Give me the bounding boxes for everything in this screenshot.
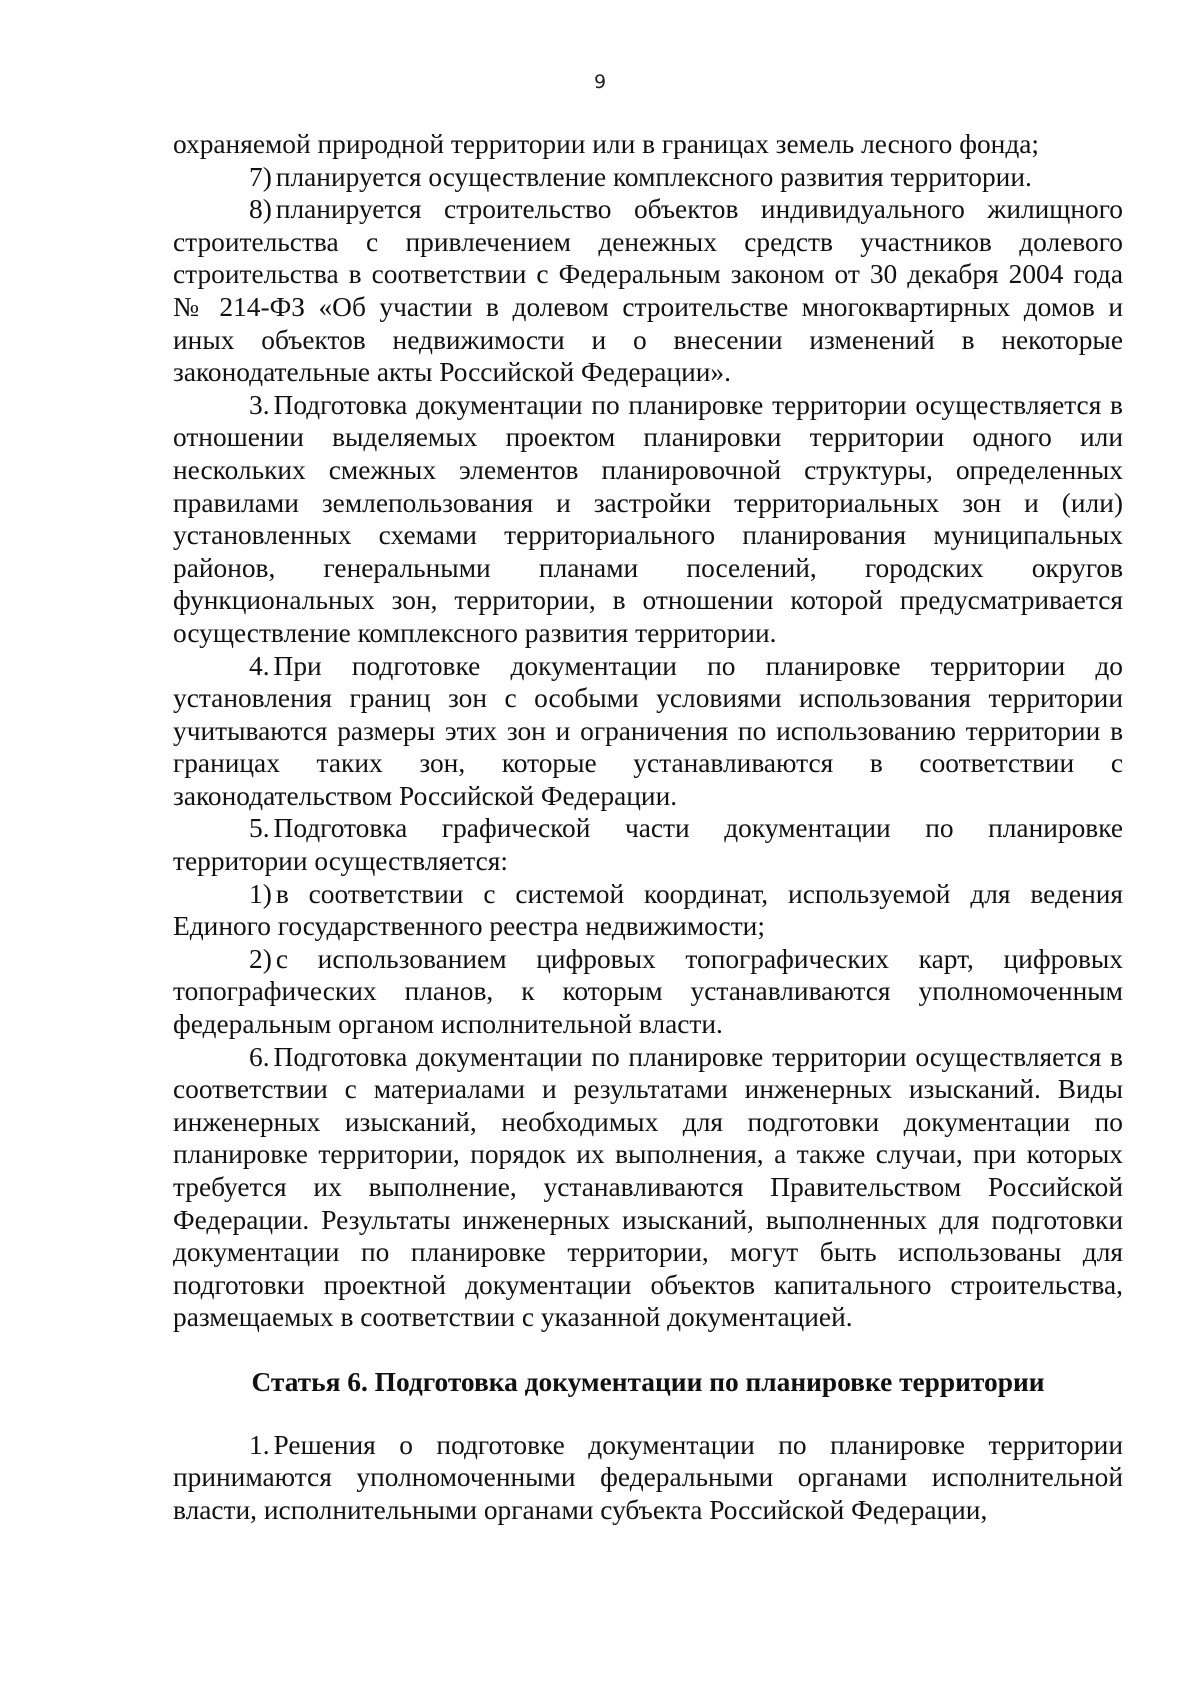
paragraph-number: 7) [249,161,272,192]
paragraphs-before-heading [173,128,1123,1334]
paragraph-text: Подготовка документации по планировке территории осуществляется в соответствии с материалами и результатами инженерных изысканий. Виды инженерных изысканий, необходимых для подготовки документации по планировке территории, порядок их выполнения, а также случаи, при которых требуется их выполнение, устанавливаются Правительством Российской Федерации. Результаты инженерных изысканий, выполненных для подготовки документации по планировке территории, могут быть использованы для подготовки проектной документации объектов капитального строительства, размещаемых в соответствии с указанной документацией. [173,1041,1123,1333]
paragraph-text: в соответствии с системой координат, используемой для ведения Единого государственного реестра недвижимости; [173,878,1123,942]
paragraph-number: 1. [249,1429,270,1460]
paragraph [173,1429,1123,1527]
paragraph-text: Подготовка графической части документации по планировке территории осуществляется: [173,813,1123,877]
paragraph-text: планируется строительство объектов индивидуального жилищного строительства с привлечением денежных средств участников долевого строительства в соответствии с Федеральным законом от 30 декабря 2004 года № 214-ФЗ «Об участии в долевом строительстве многоквартирных домов и иных объектов недвижимости и о внесении изменений в некоторые законодательные акты Российской Федерации». [173,194,1123,388]
paragraph [173,943,1123,1041]
paragraph-number: 5. [249,813,270,844]
paragraphs-after-heading [173,1429,1123,1527]
paragraph [173,812,1123,877]
paragraph [173,128,1123,161]
article-heading: Статья 6. Подготовка документации по планировке территории [251,1366,1045,1397]
paragraph [173,650,1123,813]
paragraph-number: 1) [249,878,272,909]
paragraph [173,878,1123,943]
paragraph-number: 8) [249,194,272,225]
paragraph [173,161,1123,194]
paragraph-number: 4. [249,650,270,681]
paragraph [173,193,1123,389]
paragraph-text: Решения о подготовке документации по планировке территории принимаются уполномоченными федеральными органами исполнительной власти, исполнительными органами субъекта Российской Федерации, [173,1429,1123,1525]
paragraph-text: с использованием цифровых топографических карт, цифровых топографических планов, к которым устанавливаются уполномоченным федеральным органом исполнительной власти. [173,943,1123,1040]
page-number: 9 [593,71,607,93]
paragraph-number: 3. [249,389,270,420]
paragraph-text: охраняемой природной территории или в границах земель лесного фонда; [173,129,1040,159]
paragraph-text: При подготовке документации по планировке территории до установления границ зон с особыми условиями использования территории учитываются размеры этих зон и ограничения по использованию территории в границах таких зон, которые устанавливаются в соответствии с законодательством Российской Федерации. [173,650,1123,811]
paragraph [173,1041,1123,1334]
document-body [173,128,1123,1526]
paragraph-text: Подготовка документации по планировке территории осуществляется в отношении выделяемых проектом планировки территории одного или нескольких смежных элементов планировочной структуры, определенных правилами землепользования и застройки территориальных зон и (или) установленных схемами территориального планирования муниципальных районов, генеральными планами поселений, городских округов функциональных зон, территории, в отношении которой предусматривается осуществление комплексного развития территории. [173,389,1123,648]
paragraph [173,389,1123,650]
paragraph-number: 2) [249,943,272,974]
paragraph-number: 6. [249,1041,270,1072]
paragraph-text: планируется осуществление комплексного развития территории. [275,161,1032,192]
